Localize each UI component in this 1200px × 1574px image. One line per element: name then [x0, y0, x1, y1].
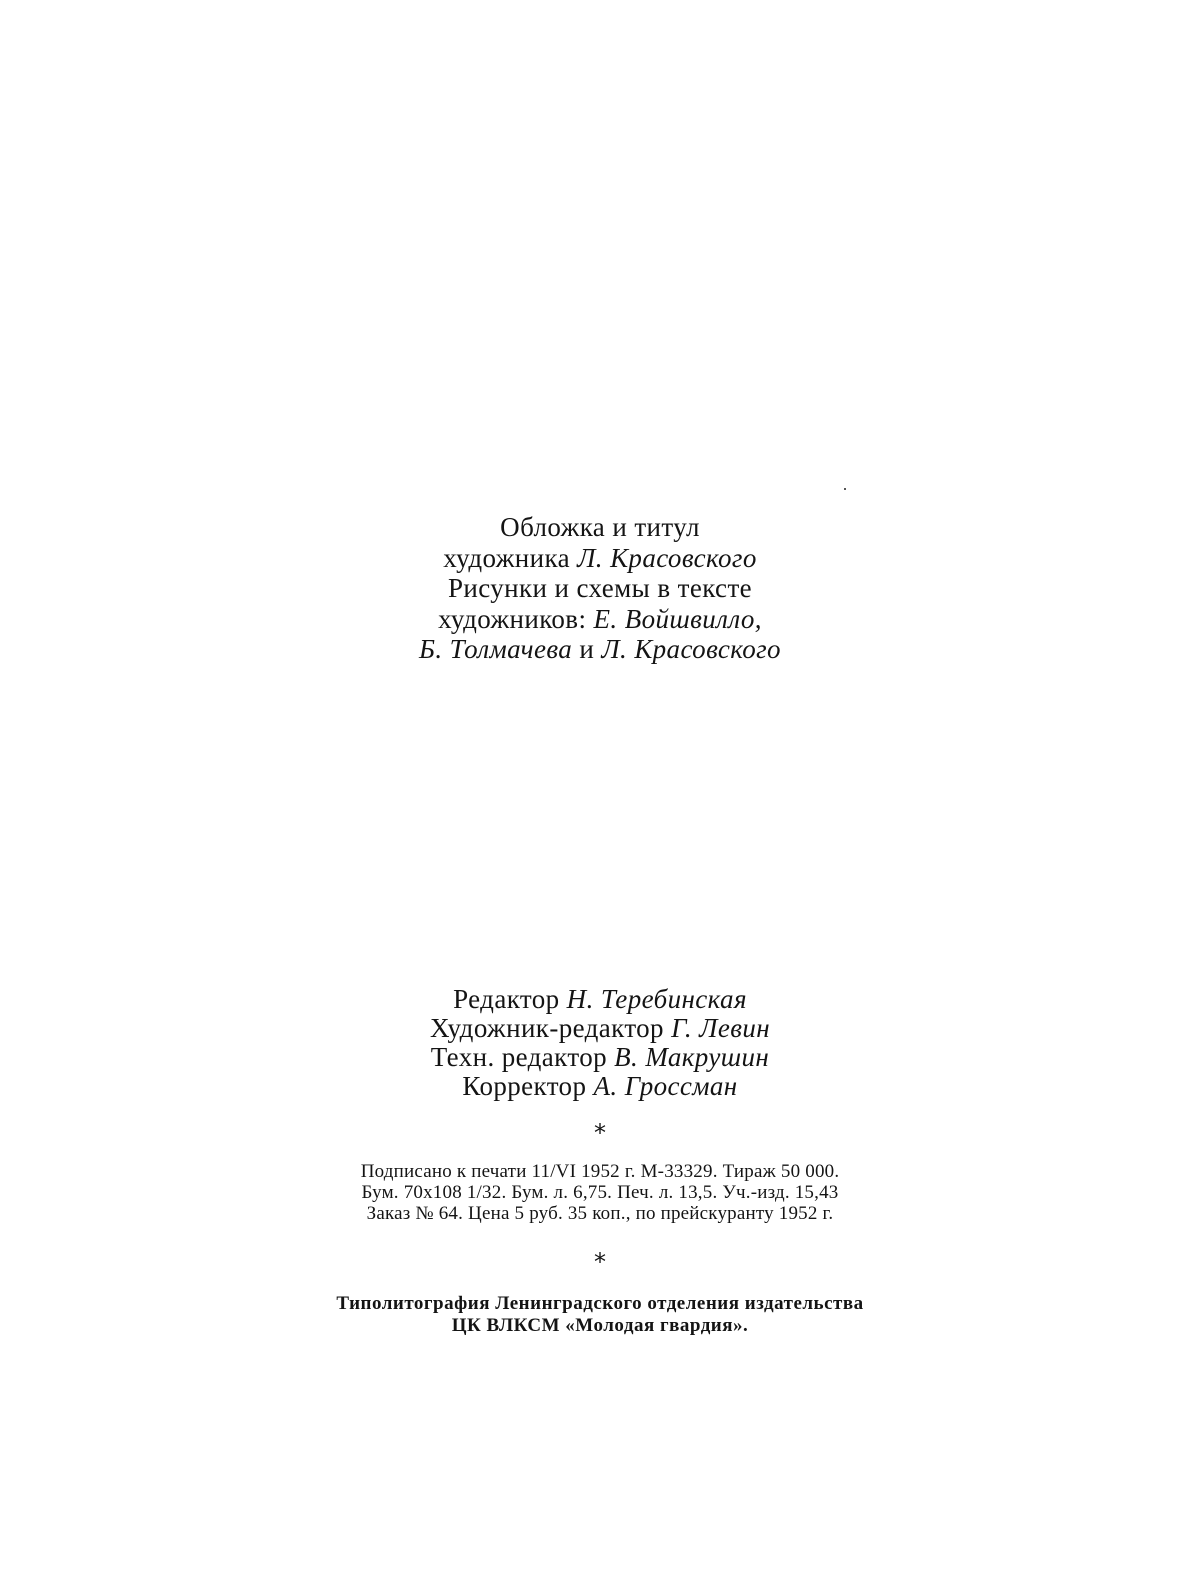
- artist-name: Л. Красовского: [601, 634, 781, 664]
- illustration-credits: [0, 512, 1200, 665]
- printer-line: Типолитография Ленинградского отделения издательства: [336, 1293, 864, 1314]
- print-imprint: [0, 1161, 1200, 1224]
- asterism-separator: *: [594, 1119, 606, 1147]
- asterism-separator: *: [594, 1248, 606, 1276]
- credits-line-drawing-artists-cont: [0, 634, 1200, 665]
- staff-line-art-editor: [0, 1014, 1200, 1043]
- stray-dot: [844, 488, 846, 490]
- staff-name: В. Макрушин: [614, 1042, 770, 1072]
- printer-line: ЦК ВЛКСМ «Молодая гвардия».: [451, 1315, 749, 1336]
- artist-name: Б. Толмачева: [419, 634, 573, 664]
- staff-name: Г. Левин: [671, 1013, 771, 1043]
- credits-prefix: художников:: [438, 603, 594, 634]
- credits-line-drawings: Рисунки и схемы в тексте: [447, 573, 753, 603]
- staff-line-editor: [0, 985, 1200, 1014]
- staff-role: Редактор: [453, 984, 567, 1014]
- staff-name: А. Гроссман: [593, 1071, 738, 1101]
- imprint-line: Заказ № 64. Цена 5 руб. 35 коп., по прейскуранту 1952 г.: [366, 1203, 834, 1224]
- artist-name: Е. Войшвилло,: [593, 603, 762, 634]
- imprint-line: Подписано к печати 11/VI 1952 г. М-33329. Тираж 50 000.: [360, 1161, 840, 1182]
- printing-house: [0, 1293, 1200, 1337]
- staff-name: Н. Теребинская: [566, 984, 747, 1014]
- credits-line-cover: Обложка и титул: [500, 512, 700, 542]
- credits-line-cover-artist: [0, 543, 1200, 574]
- editorial-staff: [0, 985, 1200, 1101]
- staff-role: Техн. редактор: [430, 1042, 615, 1072]
- imprint-line: Бум. 70х108 1/32. Бум. л. 6,75. Печ. л. 13,5. Уч.-изд. 15,43: [361, 1182, 839, 1203]
- staff-role: Корректор: [462, 1071, 594, 1101]
- conjunction: и: [572, 634, 602, 664]
- staff-role: Художник-редактор: [429, 1013, 672, 1043]
- credits-line-drawing-artists: [0, 604, 1200, 635]
- artist-name: Л. Красовского: [577, 542, 757, 573]
- credits-prefix: художника: [443, 542, 578, 573]
- staff-line-proofreader: [0, 1072, 1200, 1101]
- staff-line-tech-editor: [0, 1043, 1200, 1072]
